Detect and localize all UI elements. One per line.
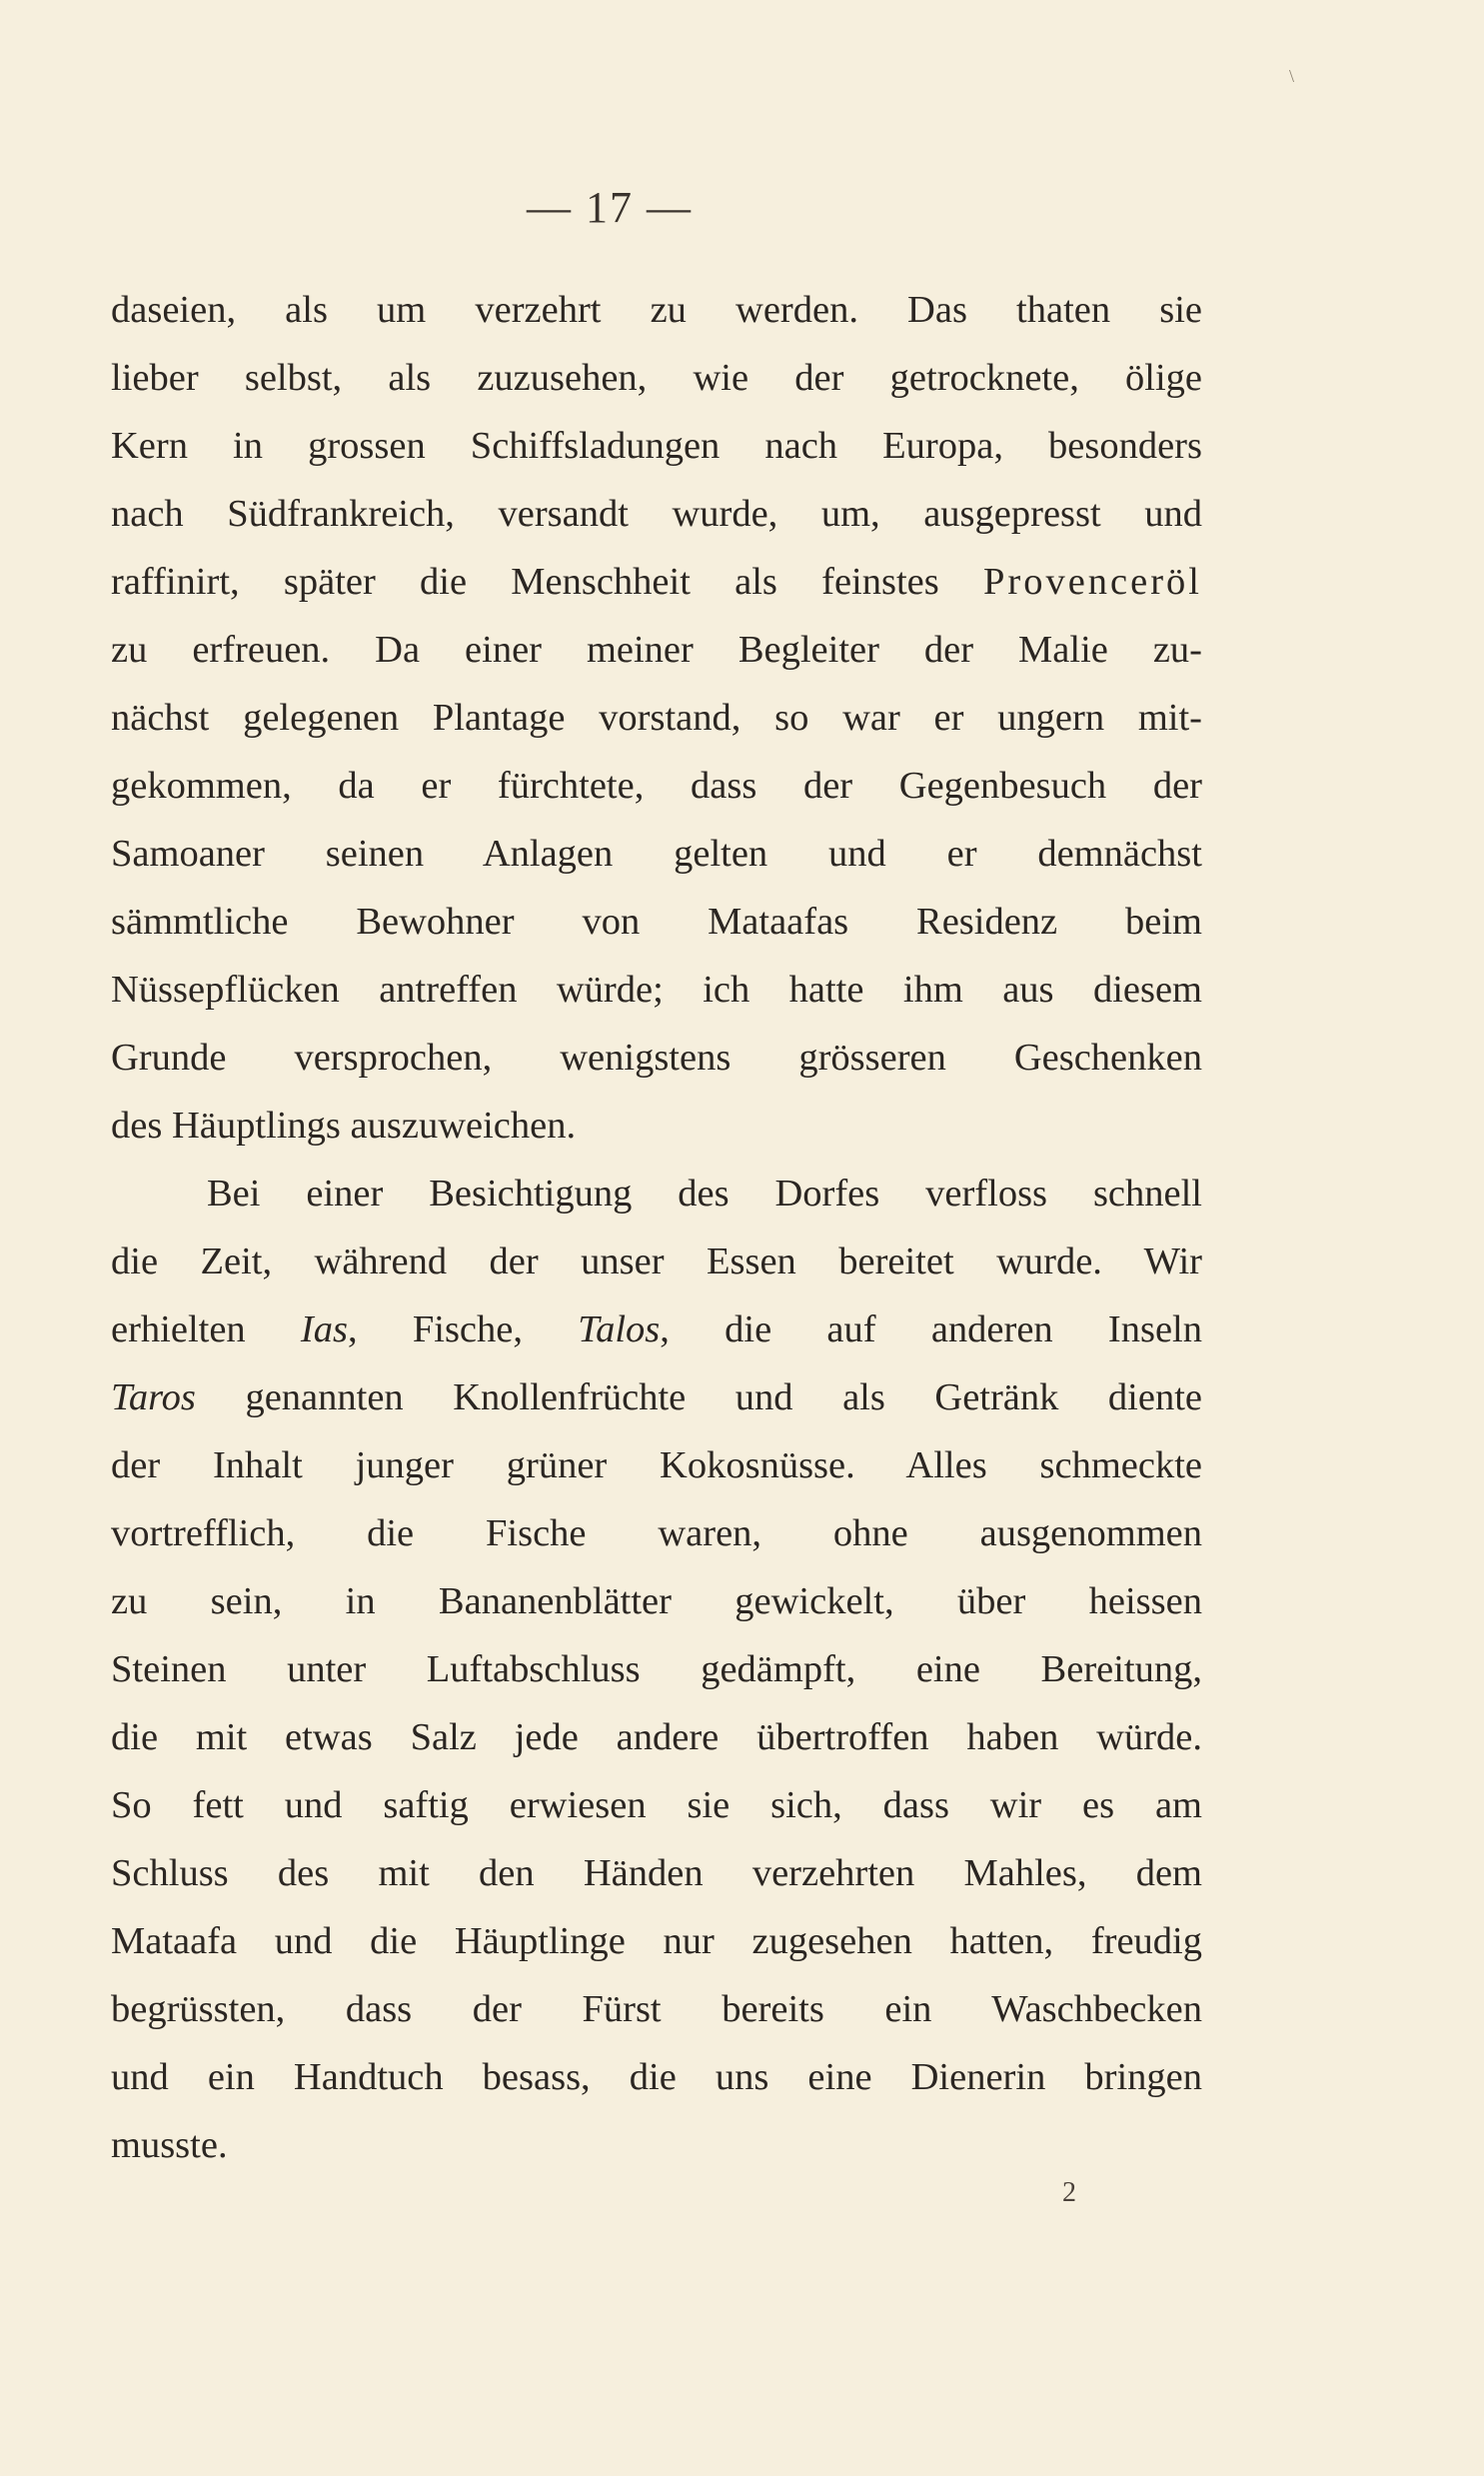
text-line: Schluss des mit den Händen verzehrten Mahles, dem [111,1852,1202,1894]
text-segment: , die auf anderen Inseln [660,1308,1202,1350]
text-line: musste. [111,2124,228,2166]
text-segment: , Fische, [347,1308,579,1350]
text-line: nächst gelegenen Plantage vorstand, so war er ungern mit- [111,697,1202,739]
text-line: die mit etwas Salz jede andere übertroffen haben würde. [111,1716,1202,1758]
corner-mark: \ [1289,66,1295,86]
text-line: So fett und saftig erwiesen sie sich, dass wir es am [111,1784,1202,1826]
text-line [111,1301,1202,1369]
text-line: Nüssepflücken antreffen würde; ich hatte ihm aus diesem [111,969,1202,1011]
page-number-header: — 17 — [527,183,693,232]
text-line: begrüssten, dass der Fürst bereits ein Waschbecken [111,1988,1202,2030]
text-line: und ein Handtuch besass, die uns eine Dienerin bringen [111,2056,1202,2098]
signature-mark: 2 [1062,2177,1076,2208]
text-line: des Häuptlings auszuweichen. [111,1105,577,1147]
text-line: gekommen, da er fürchtete, dass der Gegenbesuch der [111,765,1202,807]
italic-term: Talos [578,1308,661,1350]
text-line: vortrefflich, die Fische waren, ohne ausgenommen [111,1512,1202,1554]
text-segment: raffinirt, später die Menschheit als feinstes [111,561,983,603]
italic-term: Ias [300,1308,348,1350]
text-segment: genannten Knollenfrüchte und als Getränk diente [195,1376,1202,1418]
paragraph-2 [111,1166,1202,2185]
text-segment: erhielten [111,1308,301,1350]
paragraph-1 [111,282,1202,1166]
text-line: lieber selbst, als zuzusehen, wie der getrocknete, ölige [111,357,1202,399]
text-line [111,1369,1202,1437]
italic-term: Taros [111,1376,196,1418]
text-line: daseien, als um verzehrt zu werden. Das thaten sie [111,289,1202,331]
spaced-word: Provenceröl [982,561,1202,603]
body-text [111,282,1202,2185]
text-line: Grunde versprochen, wenigstens grösseren Geschenken [111,1037,1202,1079]
text-line: nach Südfrankreich, versandt wurde, um, ausgepresst und [111,493,1202,535]
text-line: zu sein, in Bananenblätter gewickelt, über heissen [111,1580,1202,1622]
text-line: Mataafa und die Häuptlinge nur zugesehen hatten, freudig [111,1920,1202,1962]
text-line: Steinen unter Luftabschluss gedämpft, eine Bereitung, [111,1648,1202,1690]
text-line: der Inhalt junger grüner Kokosnüsse. Alles schmeckte [111,1444,1202,1486]
text-line [111,554,1202,622]
text-line: Kern in grossen Schiffsladungen nach Europa, besonders [111,425,1202,467]
text-line: zu erfreuen. Da einer meiner Begleiter der Malie zu- [111,629,1202,671]
text-line: Bei einer Besichtigung des Dorfes verfloss schnell [207,1173,1202,1215]
text-line: sämmtliche Bewohner von Mataafas Residenz beim [111,901,1202,943]
text-line: die Zeit, während der unser Essen bereitet wurde. Wir [111,1240,1202,1282]
text-line: Samoaner seinen Anlagen gelten und er demnächst [111,833,1202,875]
